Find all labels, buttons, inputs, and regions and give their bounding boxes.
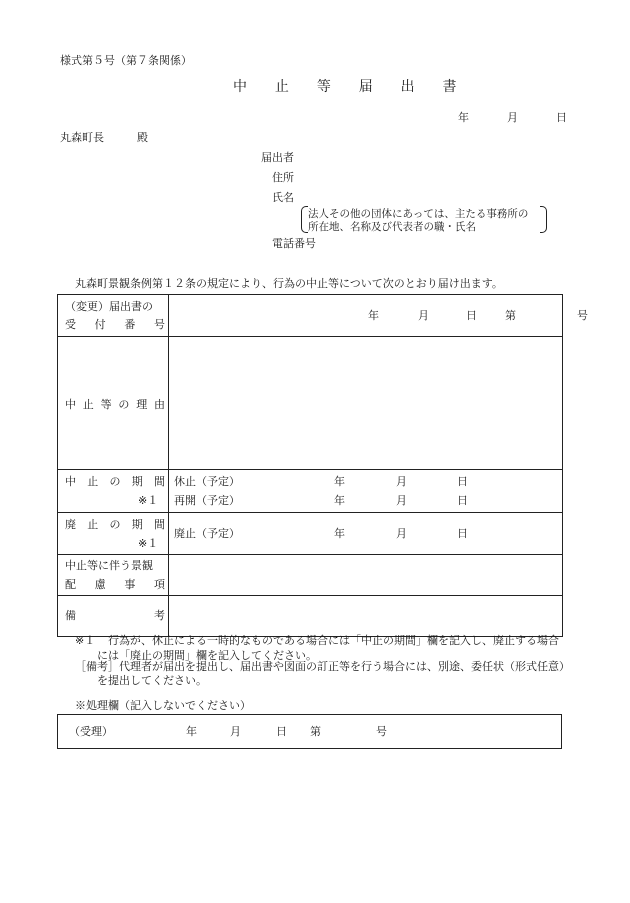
receipt-label-bottom (65, 319, 165, 330)
date-month: 月 (507, 111, 518, 124)
receipt-number-value[interactable] (169, 295, 588, 337)
applicant-note-line2: 所在地、名称及び代表者の職・氏名 (308, 221, 476, 233)
note2-line1: ［備考］代理者が届出を提出し、届出書や図面の訂正等を行う場合には、別途、委任状（形式任意） (75, 660, 570, 673)
reason-label-text (65, 399, 165, 410)
intro-text: 丸森町景観条例第１２条の規定により、行為の中止等について次のとおり届け出ます。 (75, 277, 503, 290)
abolish-year: 年 (334, 527, 345, 540)
processing-received: （受理） (69, 725, 113, 738)
label-char: 中 (65, 398, 76, 411)
receipt-label-top: （変更）届出書の (65, 300, 153, 313)
date-day: 日 (556, 111, 567, 124)
label-char: 備 (65, 609, 76, 622)
label-char: の (118, 398, 130, 411)
form-number: 様式第５号（第７条関係） (60, 54, 192, 67)
label-char: 号 (153, 318, 165, 331)
processing-day: 日 (276, 725, 287, 738)
resume-year: 年 (334, 494, 345, 507)
label-char: 中 (65, 475, 76, 488)
resume-day: 日 (457, 494, 468, 507)
landscape-consideration-label (58, 555, 169, 596)
reason-value[interactable] (169, 337, 563, 470)
suspension-period-value[interactable] (169, 470, 563, 513)
processing-box (57, 714, 562, 749)
remarks-value[interactable] (169, 596, 563, 637)
note1-line1: 行為が、休止による一時的なものである場合には「中止の期間」欄を記入し、廃止する場合 (108, 634, 559, 647)
resume-month: 月 (396, 494, 407, 507)
label-char: 由 (153, 398, 165, 411)
label-char: の (109, 518, 121, 531)
notification-table (57, 294, 588, 637)
label-char: 期 (131, 518, 143, 531)
addressee-honorific: 殿 (137, 131, 148, 144)
pause-month: 月 (396, 475, 407, 488)
label-char: の (109, 475, 121, 488)
title-char: 中 (233, 79, 247, 95)
title-char: 届 (358, 79, 373, 95)
pause-label: 休止（予定） (174, 475, 240, 488)
abolish-month: 月 (396, 527, 407, 540)
label-char: 受 (65, 318, 76, 331)
table-row (58, 555, 563, 596)
label-char: 慮 (94, 578, 106, 591)
addressee: 丸森町長 (60, 131, 104, 144)
landscape-consideration-value[interactable] (169, 555, 563, 596)
title-char: 止 (274, 79, 289, 95)
suspension-mark: ※１ (138, 494, 159, 507)
pause-year: 年 (334, 475, 345, 488)
table-row (58, 596, 563, 637)
abolish-day: 日 (457, 527, 468, 540)
label-char: 間 (154, 475, 165, 488)
note2-line2: を提出してください。 (97, 674, 207, 687)
processing-go: 号 (376, 725, 387, 738)
applicant-address-label: 住所 (272, 171, 294, 184)
receipt-day: 日 (466, 309, 477, 322)
label-char: 理 (136, 398, 148, 411)
label-char: 配 (65, 578, 76, 591)
receipt-go: 号 (577, 309, 588, 322)
receipt-dai: 第 (505, 309, 516, 322)
receipt-month: 月 (418, 309, 429, 322)
processing-title: ※処理欄（記入しないでください） (75, 699, 251, 712)
remarks-label (58, 596, 169, 637)
remarks-label-text (65, 610, 165, 621)
label-char: 期 (131, 475, 143, 488)
date-year: 年 (458, 111, 469, 124)
receipt-year: 年 (368, 309, 379, 322)
table-row (58, 470, 563, 513)
label-char: 止 (82, 398, 94, 411)
label-char: 番 (124, 318, 136, 331)
label-char: 廃 (65, 518, 76, 531)
page-title (233, 80, 457, 94)
note1-line2: には「廃止の期間」欄を記入してください。 (97, 649, 317, 662)
label-char: 止 (87, 475, 99, 488)
title-char: 出 (400, 79, 415, 95)
suspension-period-label (58, 470, 169, 513)
processing-month: 月 (230, 725, 241, 738)
applicant-name-label: 氏名 (272, 191, 294, 204)
suspension-label-text (65, 476, 165, 487)
landscape-label-bottom (65, 579, 165, 590)
label-char: 考 (154, 609, 165, 622)
abolish-label: 廃止（予定） (174, 527, 240, 540)
applicant-phone-label: 電話番号 (272, 237, 316, 250)
pause-day: 日 (457, 475, 468, 488)
table-row (58, 295, 563, 337)
reason-label (58, 337, 169, 470)
table-row (58, 337, 563, 470)
label-char: 等 (100, 398, 112, 411)
abolition-period-value[interactable] (169, 513, 563, 555)
applicant-label: 届出者 (261, 151, 294, 164)
resume-label: 再開（予定） (174, 494, 240, 507)
title-char: 書 (442, 79, 457, 95)
label-char: 間 (154, 518, 165, 531)
applicant-note-line1: 法人その他の団体にあっては、主たる事務所の (308, 208, 529, 220)
landscape-label-top: 中止等に伴う景観 (65, 559, 153, 572)
abolition-period-label (58, 513, 169, 555)
note-bracket-right (540, 206, 547, 233)
note-bracket-left (301, 206, 308, 233)
table-row (58, 513, 563, 555)
receipt-number-label (58, 295, 169, 337)
abolition-label-text (65, 519, 165, 530)
label-char: 項 (153, 578, 165, 591)
title-char: 等 (316, 79, 331, 95)
processing-year: 年 (186, 725, 197, 738)
processing-dai: 第 (310, 725, 321, 738)
label-char: 止 (87, 518, 99, 531)
label-char: 事 (124, 578, 136, 591)
note1-mark: ※１ (75, 634, 96, 647)
abolition-mark: ※１ (138, 537, 159, 550)
label-char: 付 (94, 318, 106, 331)
